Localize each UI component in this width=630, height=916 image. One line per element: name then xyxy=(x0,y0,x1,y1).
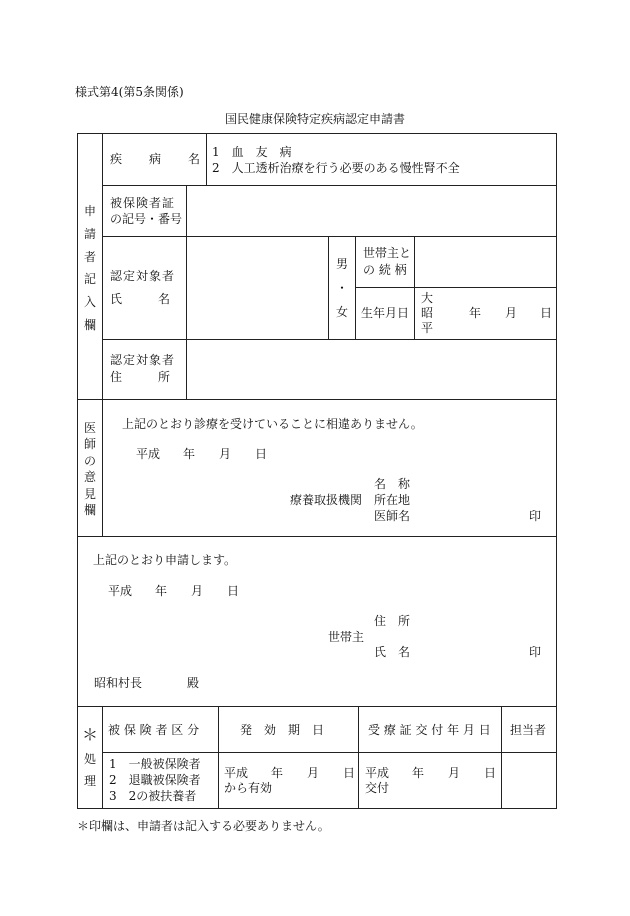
header-effective-date: 発 効 期 日 xyxy=(240,723,325,737)
honorific: 殿 xyxy=(187,676,200,690)
gender-options[interactable]: 男 ・ 女 xyxy=(335,257,348,319)
doctor-statement: 上記のとおり診療を受けていることに相違ありません。 xyxy=(122,417,423,431)
birth-era-options[interactable]: 大 昭 平 xyxy=(420,291,433,335)
subject-name-field[interactable] xyxy=(192,244,322,332)
relation-label-1: 世帯主と xyxy=(363,246,412,260)
subject-label-1: 認定対象者 xyxy=(110,269,176,283)
disease-option-2: 2 人工透析治療を行う必要のある慢性腎不全 xyxy=(212,161,460,175)
institution-name-label: 名 称 xyxy=(374,477,411,491)
doctor-side-label: 医 師 の 意 見 欄 xyxy=(83,421,96,517)
relation-field[interactable] xyxy=(420,242,550,282)
doctor-seal: 印 xyxy=(529,509,542,523)
header-insured-category: 被 保 険 者 区 分 xyxy=(108,723,200,737)
processing-side-label: ＊ 処 理 xyxy=(82,725,99,788)
form-title: 国民健康保険特定疾病認定申請書 xyxy=(224,112,405,126)
category-dependent: 3 2の被扶養者 xyxy=(109,789,197,803)
form-number: 様式第4(第5条関係) xyxy=(75,85,184,99)
householder-label: 世帯主 xyxy=(328,630,365,644)
header-staff: 担当者 xyxy=(510,723,547,737)
disease-option-1: 1 血 友 病 xyxy=(212,145,292,159)
householder-name-label: 氏 名 xyxy=(374,645,411,659)
application-statement: 上記のとおり申請します。 xyxy=(93,553,237,567)
subject-label-2: 氏 名 xyxy=(110,292,171,306)
staff-field[interactable] xyxy=(506,757,552,803)
issue-note: 交付 xyxy=(365,781,390,795)
birthdate-label: 生年月日 xyxy=(361,306,410,320)
institution-address-label: 所在地 xyxy=(374,493,411,507)
addressee: 昭和村長 xyxy=(94,676,143,690)
birth-year-unit: 年 xyxy=(469,306,482,320)
insured-card-label-1: 被保険者証 xyxy=(110,196,176,210)
address-label-1: 認定対象者 xyxy=(110,353,176,367)
institution-label: 療養取扱機関 xyxy=(290,493,363,507)
address-field[interactable] xyxy=(192,346,552,394)
birth-day-unit: 日 xyxy=(540,306,553,320)
relation-label-2: の 続 柄 xyxy=(363,263,407,277)
header-issue-date: 受 療 証 交 付 年 月 日 xyxy=(368,723,491,737)
category-general: 1 一般被保険者 xyxy=(109,757,201,771)
applicant-side-label: 申 請 者 記 入 欄 xyxy=(83,204,96,332)
category-retired: 2 退職被保険者 xyxy=(109,773,201,787)
insured-card-number-field[interactable] xyxy=(192,192,552,230)
footnote: ＊印欄は、申請者は記入する必要ありません。 xyxy=(77,819,330,833)
birth-month-unit: 月 xyxy=(505,306,518,320)
address-label-2: 住 所 xyxy=(110,370,171,384)
doctor-name-label: 医師名 xyxy=(374,509,411,523)
effective-note: から有効 xyxy=(224,781,273,795)
insured-card-label-2: の記号・番号 xyxy=(110,212,183,226)
householder-seal: 印 xyxy=(529,645,542,659)
householder-address-label: 住 所 xyxy=(374,614,411,628)
